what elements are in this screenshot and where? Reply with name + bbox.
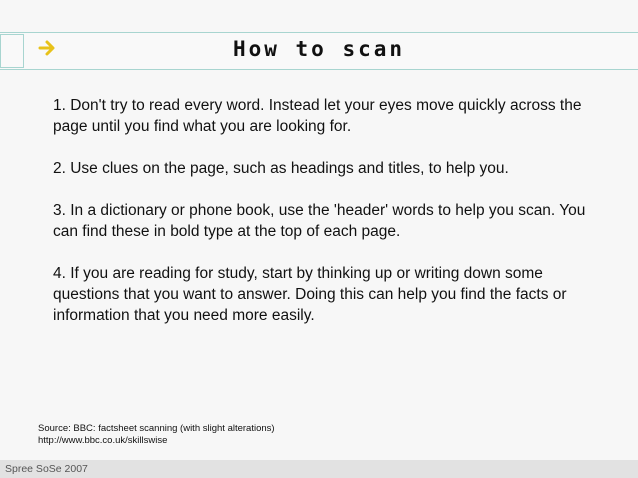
point-3: 3. In a dictionary or phone book, use the 'header' words to help you scan. You can find these in bold type at the top of each page. (53, 202, 586, 240)
slide-content (53, 95, 613, 347)
source-url: http://www.bbc.co.uk/skillswise (38, 435, 168, 446)
source-note (38, 423, 275, 447)
source-citation: Source: BBC: factsheet scanning (with slight alterations) (38, 423, 275, 434)
slide-title: How to scan (232, 37, 406, 61)
footer-bar (0, 460, 638, 478)
point-4: 4. If you are reading for study, start by thinking up or writing down some questions that you want to answer. Doing this can help you find the facts or information that you need more easily. (53, 265, 567, 324)
footer-text: Spree SoSe 2007 (5, 463, 88, 475)
point-1: 1. Don't try to read every word. Instead let your eyes move quickly across the page until you find what you are looking for. (53, 97, 582, 135)
title-bar (0, 32, 638, 70)
point-2: 2. Use clues on the page, such as headings and titles, to help you. (53, 160, 509, 177)
